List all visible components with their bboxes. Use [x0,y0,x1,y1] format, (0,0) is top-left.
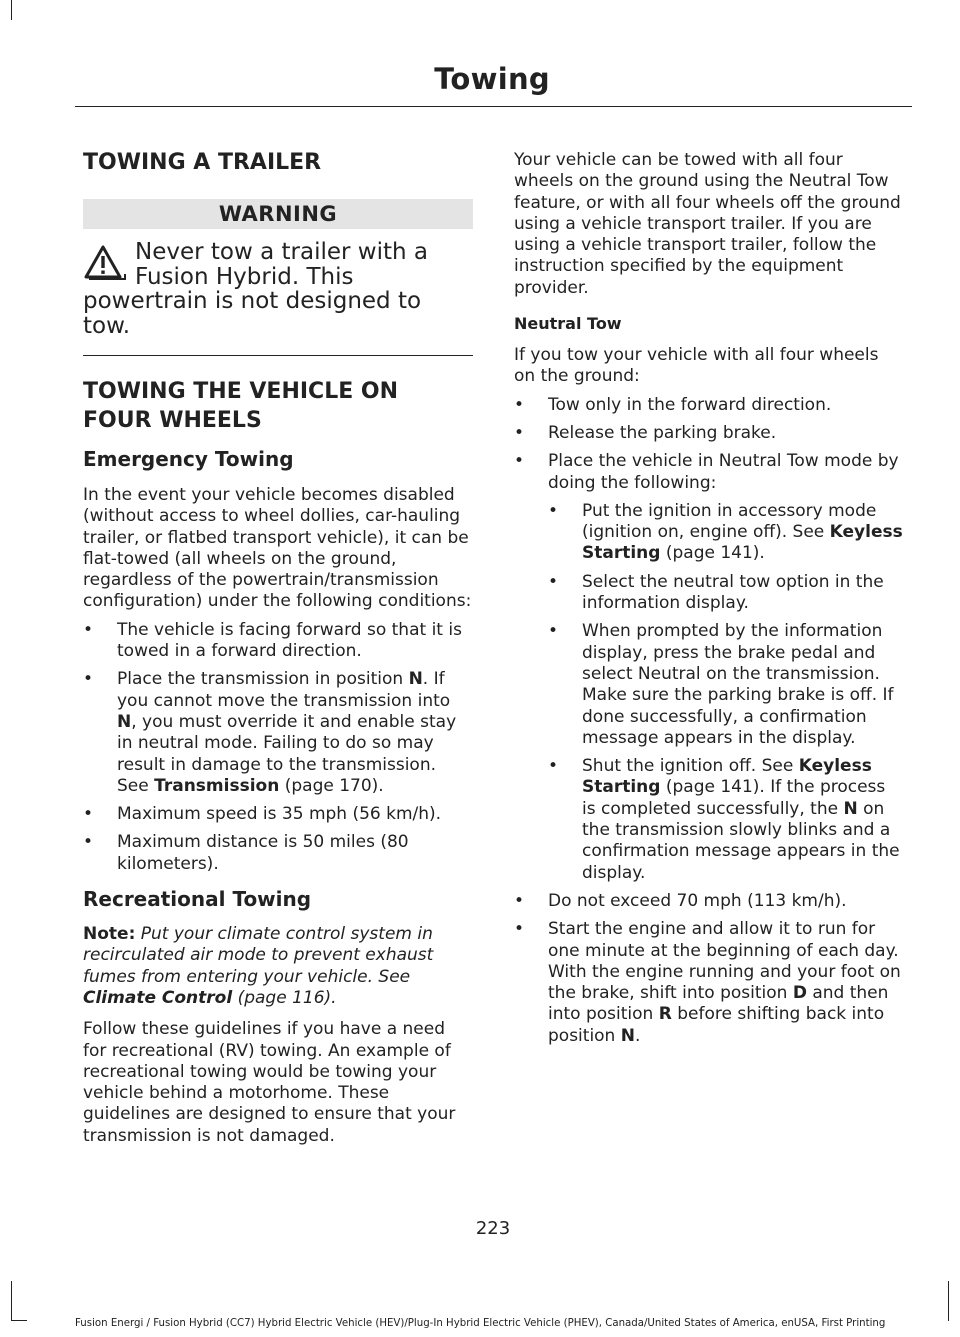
list-item: • Place the vehicle in Neutral Tow mode by doing the following: • Put the ignition in accessory mode (ignition on, engine off). See Keyless Starting (page 141). • Select the neutral tow option in the information display. • When prompted by the information display, press the brake pedal and select Neutral on the transmission. Make sure the parking brake is off. If done successfully, a confirmation message appears in the display. • Shut the ignition off. See Keyless Starting (page 141). If the process is completed successfully, the N on the transmission slowly blinks and a confirmation message appears in the display. [514,451,903,883]
bullet-glyph: • [514,422,525,443]
bullet-glyph: • [514,890,525,911]
bullet-glyph: • [548,621,559,642]
emergency-conditions-list [83,620,473,875]
bullet-glyph: • [83,669,94,690]
warning-divider [83,355,473,356]
bullet-glyph: • [83,832,94,853]
emergency-paragraph: In the event your vehicle becomes disabled (without access to wheel dollies, car-hauling trailer, or flatbed transport vehicle), it can be flat-towed (all wheels on the ground, regardless of the powertrain/transmission configuration) under the following conditions: [83,485,472,612]
list-item: • Do not exceed 70 mph (113 km/h). [514,890,847,911]
bullet-glyph: • [548,756,559,777]
bullet-glyph: • [514,394,525,415]
bullet-glyph: • [514,451,525,472]
link-keyless-starting[interactable]: Keyless Starting [582,522,903,564]
heading-towing-four-wheels-line2: FOUR WHEELS [83,408,262,433]
page-number: 223 [475,1218,511,1239]
heading-recreational-towing: Recreational Towing [83,887,312,912]
list-item: • When prompted by the information display, press the brake pedal and select Neutral on the transmission. Make sure the parking brake is off. If done successfully, a confirmation message appears in the display. [548,621,894,748]
bullet-glyph: • [83,619,94,640]
neutral-paragraph: If you tow your vehicle with all four wheels on the ground: [514,345,879,387]
intro-paragraph: Your vehicle can be towed with all four wheels on the ground using the Neutral Tow feature, or with all four wheels off the ground using a vehicle transport trailer. If you are using a vehicle transport trailer, follow the instruction specified by the equipment provider. [514,150,901,298]
warning-triangle-icon [83,244,131,282]
bullet-glyph: • [548,571,559,592]
heading-towing-four-wheels-line1: TOWING THE VEHICLE ON [83,379,399,404]
note-label: Note: [83,924,136,945]
list-item: • Release the parking brake. [514,422,777,443]
bullet-glyph: • [83,804,94,825]
recreational-paragraph: Follow these guidelines if you have a need for recreational (RV) towing. An example of recreational towing would be towing your vehicle behind a motorhome. These guidelines are designed to ensure that your transmission is not damaged. [83,1019,456,1146]
list-item: • Start the engine and allow it to run for one minute at the beginning of each day. With the engine running and your foot on the brake, shift into position D and then into position R before shifting back into position N. [514,919,901,1046]
warning-banner: WARNING [83,199,473,229]
link-climate-control[interactable]: Climate Control [83,987,233,1008]
page-header-title: Towing [434,62,550,96]
list-item: • Select the neutral tow option in the information display. [548,571,884,614]
warning-box [83,240,473,338]
heading-emergency-towing: Emergency Towing [83,447,294,471]
right-column [514,150,904,1047]
heading-towing-a-trailer: TOWING A TRAILER [83,150,322,175]
crop-mark-bottom-left-v [11,1281,12,1321]
bullet-glyph: • [548,500,559,521]
neutral-tow-steps [514,395,904,1047]
list-item: • Maximum distance is 50 miles (80 kilometers). [83,832,409,874]
heading-neutral-tow: Neutral Tow [514,314,622,334]
left-column [83,148,473,1147]
bullet-glyph: • [514,919,525,940]
footer-text: Fusion Energi / Fusion Hybrid (CC7) Hybrid Electric Vehicle (HEV)/Plug-In Hybrid Electric Vehicle (PHEV), Canada/United States of America, enUSA, First Printing [75,1318,886,1329]
list-item: • Place the transmission in position N. If you cannot move the transmission into N, you must override it and enable stay in neutral mode. Failing to do so may result in damage to the transmission. See Transmission (page 170). [83,669,457,796]
crop-mark-bottom-right-v [948,1281,949,1321]
list-item: • Shut the ignition off. See Keyless Starting (page 141). If the process is completed successfully, the N on the transmission slowly blinks and a confirmation message appears in the display. [548,756,900,883]
note-paragraph: Note: Put your climate control system in recirculated air mode to prevent exhaust fumes from entering your vehicle. See Climate Control (page 116). [83,924,434,1008]
list-item: • Maximum speed is 35 mph (56 km/h). [83,804,442,825]
crop-mark-bottom-left-h [11,1320,27,1321]
list-item: • Put the ignition in accessory mode (ignition on, engine off). See Keyless Starting (page 141). [548,500,903,564]
link-transmission[interactable]: Transmission [154,775,280,796]
neutral-mode-substeps [548,501,904,884]
warning-text: Never tow a trailer with a Fusion Hybrid. This powertrain is not designed to tow. [83,239,428,339]
header-rule [75,106,912,107]
list-item: • Tow only in the forward direction. [514,394,832,415]
link-keyless-starting[interactable]: Keyless Starting [582,756,872,798]
crop-mark-top-left [11,0,12,20]
list-item: • The vehicle is facing forward so that it is towed in a forward direction. [83,619,462,662]
